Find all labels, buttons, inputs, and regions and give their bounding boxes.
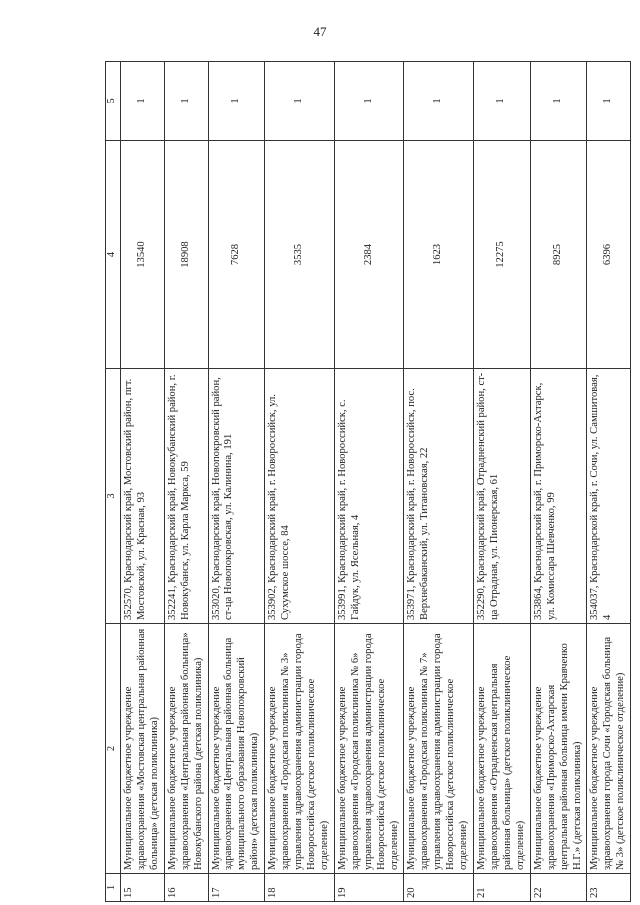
flag-value: 1	[121, 62, 165, 141]
header-col-1: 1	[106, 874, 121, 902]
facility-name: Муниципальное бюджетное учреждение здравоохранения «Центральная районная больница муниципального образования Новопокровский район» (детская поликлиника)	[208, 624, 265, 874]
facility-address: 354037, Краснодарской край, г. Сочи, ул. Самшитовая, 4	[587, 369, 631, 624]
flag-value: 1	[164, 62, 208, 141]
table-row	[530, 62, 587, 902]
facility-name: Муниципальное бюджетное учреждение здравоохранения «Городская поликлиника № 6» управления здравоохранения администрации города Новороссийска (детское поликлиническое отделение)	[334, 624, 404, 874]
facilities-table	[105, 61, 631, 902]
facility-address: 353902, Краснодарский край, г. Новороссийск, ул. Сухумское шоссе, 84	[265, 369, 335, 624]
population-count: 7628	[208, 141, 265, 369]
facility-address: 352241, Краснодарский край, Новокубанский район, г. Новокубанск, ул. Карла Маркса, 59	[164, 369, 208, 624]
facility-name: Муниципальное бюджетное учреждение здравоохранения «Приморско-Ахтарская центральная районная больница имени Кравченко Н.Г.» (детская поликлиника)	[530, 624, 587, 874]
table-body	[121, 62, 631, 902]
row-number: 21	[474, 874, 531, 902]
table-row	[121, 62, 165, 902]
table-row	[334, 62, 404, 902]
flag-value: 1	[474, 62, 531, 141]
table-row	[265, 62, 335, 902]
header-col-2: 2	[106, 624, 121, 874]
flag-value: 1	[587, 62, 631, 141]
row-number: 18	[265, 874, 335, 902]
rotated-table-container	[105, 62, 627, 902]
facility-address: 352570, Краснодарский край, Мостовский район, пгт. Мостовской, ул. Красная, 93	[121, 369, 165, 624]
facility-name: Муниципальное бюджетное учреждение здравоохранения «Центральная районная больница» Новокубанского района (детская поликлиника)	[164, 624, 208, 874]
population-count: 18908	[164, 141, 208, 369]
row-number: 16	[164, 874, 208, 902]
population-count: 8925	[530, 141, 587, 369]
header-col-3: 3	[106, 369, 121, 624]
population-count: 3535	[265, 141, 335, 369]
flag-value: 1	[265, 62, 335, 141]
facility-address: 353991, Краснодарский край, г. Новороссийск, с. Гайдук, ул. Ясельная, 4	[334, 369, 404, 624]
population-count: 13540	[121, 141, 165, 369]
row-number: 20	[404, 874, 474, 902]
table-row	[474, 62, 531, 902]
facility-address: 353020, Краснодарский край, Новопокровский район, ст-ца Новопокровская, ул. Калинина, 191	[208, 369, 265, 624]
facility-name: Муниципальное бюджетное учреждение здравоохранения «Отрадненская центральная районная больница» (детское поликлиническое отделение)	[474, 624, 531, 874]
facility-name: Муниципальное бюджетное учреждение здравоохранения «Городская поликлиника № 3» управления здравоохранения администрации города Новороссийска (детское поликлиническое отделение)	[265, 624, 335, 874]
header-col-4: 4	[106, 141, 121, 369]
table-row	[404, 62, 474, 902]
population-count: 1623	[404, 141, 474, 369]
facility-address: 353971, Краснодарский край, г. Новороссийск, пос. Верхнебаканский, ул. Титановская, 22	[404, 369, 474, 624]
facility-address: 353864, Краснодарский край, г. Приморско-Ахтарск, ул. Комиссара Шевченко, 99	[530, 369, 587, 624]
facility-address: 352290, Краснодарский край, Отрадненский район, ст-ца Отрадная, ул. Пионерская, 61	[474, 369, 531, 624]
table-row	[587, 62, 631, 902]
table-row	[164, 62, 208, 902]
population-count: 12275	[474, 141, 531, 369]
facility-name: Муниципальное бюджетное учреждение здравоохранения города Сочи «Городская больница № 3» (детское поликлиническое отделение)	[587, 624, 631, 874]
facility-name: Муниципальное бюджетное учреждение здравоохранения «Мостовская центральная районная больница» (детская поликлиника)	[121, 624, 165, 874]
population-count: 6396	[587, 141, 631, 369]
facility-name: Муниципальное бюджетное учреждение здравоохранения «Городская поликлиника № 7» управления здравоохранения администрации города Новороссийска (детское поликлиническое отделение)	[404, 624, 474, 874]
population-count: 2384	[334, 141, 404, 369]
header-col-5: 5	[106, 62, 121, 141]
flag-value: 1	[530, 62, 587, 141]
row-number: 22	[530, 874, 587, 902]
row-number: 17	[208, 874, 265, 902]
table-header-row	[106, 62, 121, 902]
table-row	[208, 62, 265, 902]
page-number: 47	[313, 24, 327, 39]
flag-value: 1	[404, 62, 474, 141]
row-number: 15	[121, 874, 165, 902]
flag-value: 1	[208, 62, 265, 141]
rotated-table-frame	[105, 62, 627, 902]
row-number: 23	[587, 874, 631, 902]
flag-value: 1	[334, 62, 404, 141]
row-number: 19	[334, 874, 404, 902]
